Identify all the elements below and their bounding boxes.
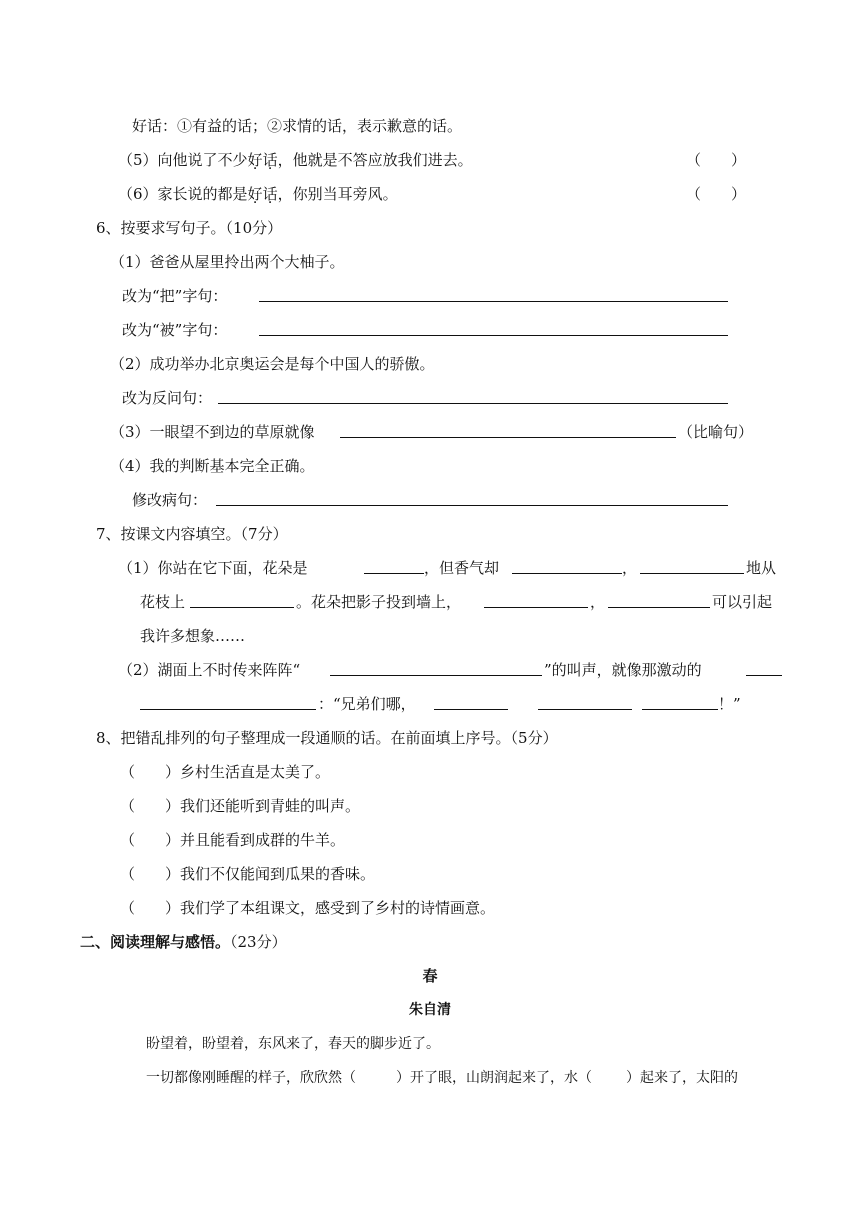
q7-blank-11[interactable] — [642, 694, 718, 710]
section2-heading-row — [80, 932, 287, 952]
q7-l4-a: （2）湖面上不时传来阵阵“ — [118, 661, 301, 679]
q8-item-1[interactable]: （ ）乡村生活直是太美了。 — [120, 763, 331, 781]
q6-title: 6、按要求写句子。（10分） — [96, 219, 283, 237]
q5-s5-post: ，他就是不答应放我们进去。 — [277, 151, 473, 169]
p2-part-a: 一切都像刚睡醒的样子，欣欣然（ — [146, 1070, 356, 1086]
q7-l5-a: ：“兄弟们哪， — [318, 695, 416, 713]
q8-item-5[interactable]: （ ）我们学了本组课文，感受到了乡村的诗情画意。 — [120, 899, 496, 917]
passage-paragraph-1: 盼望着，盼望着，东风来了，春天的脚步近了。 — [146, 1036, 440, 1052]
q7-blank-4[interactable] — [190, 592, 294, 608]
q8-item-3[interactable]: （ ）并且能看到成群的牛羊。 — [120, 831, 346, 849]
q5-s6-dotted-2: 话 — [262, 185, 278, 203]
q6-s3-suffix: （比喻句） — [678, 423, 754, 441]
q6-ba-row — [122, 286, 227, 306]
q6-ba-label: 改为“把”字句： — [122, 287, 228, 305]
q7-l3: 我许多想象…… — [140, 627, 246, 645]
q5-sentence-5 — [118, 150, 473, 170]
q7-blank-8b[interactable] — [140, 694, 316, 710]
q7-blank-1[interactable] — [364, 558, 424, 574]
q7-blank-5[interactable] — [484, 592, 588, 608]
passage-author: 朱自清 — [409, 1002, 451, 1018]
q6-s3-answer-line[interactable] — [340, 422, 676, 438]
q7-blank-6[interactable] — [608, 592, 710, 608]
q7-l1-a: （1）你站在它下面，花朵是 — [118, 559, 308, 577]
q7-l1-b: ，但香气却 — [424, 559, 500, 577]
q6-sentence-4: （4）我的判断基本完全正确。 — [110, 457, 315, 475]
q7-blank-9[interactable] — [434, 694, 508, 710]
passage-title: 春 — [422, 967, 438, 985]
q7-l4-b: ”的叫声，就像那激动的 — [544, 661, 702, 679]
q6-bei-answer-line[interactable] — [259, 320, 728, 336]
q5-s5-answer-paren[interactable]: （ ） — [686, 151, 747, 169]
q7-l2-d: 可以引起 — [712, 593, 773, 611]
q8-item-4[interactable]: （ ）我们不仅能闻到瓜果的香味。 — [120, 865, 376, 883]
q6-sentence-1: （1）爸爸从屋里拎出两个大柚子。 — [110, 253, 345, 271]
section2-score: （23分） — [230, 933, 287, 951]
q7-title: 7、按课文内容填空。（7分） — [96, 525, 288, 543]
q6-sentence-2: （2）成功举办北京奥运会是每个中国人的骄傲。 — [110, 355, 435, 373]
q7-blank-2[interactable] — [512, 558, 622, 574]
q7-blank-7[interactable] — [330, 660, 542, 676]
q7-blank-3[interactable] — [640, 558, 744, 574]
q5-sentence-6 — [118, 184, 398, 204]
q7-l2-a: 花枝上 — [140, 593, 186, 611]
q8-title: 8、把错乱排列的句子整理成一段通顺的话。在前面填上序号。（5分） — [96, 729, 558, 747]
q6-bingju-label: 修改病句： — [132, 491, 208, 509]
q5-s5-dotted-2: 话 — [262, 151, 278, 169]
q6-sentence-3: （3）一眼望不到边的草原就像 — [110, 423, 315, 441]
q5-s6-dotted-1: 好 — [247, 185, 263, 203]
q5-s6-answer-paren[interactable]: （ ） — [686, 185, 747, 203]
q7-blank-10[interactable] — [538, 694, 632, 710]
q6-fanwen-answer-line[interactable] — [218, 388, 728, 404]
p2-part-b: ）开了眼，山朗润起来了，水（ — [396, 1070, 592, 1086]
q5-s5-pre: （5）向他说了不少 — [118, 151, 248, 169]
q6-fanwen-label: 改为反问句： — [122, 389, 213, 407]
section2-heading: 二、阅读理解与感悟。 — [80, 933, 231, 951]
q6-ba-answer-line[interactable] — [259, 286, 728, 302]
q6-bei-row — [122, 320, 227, 340]
q7-l2-b: 。花朵把影子投到墙上， — [296, 593, 462, 611]
q5-s6-pre: （6）家长说的都是 — [118, 185, 248, 203]
q7-l5-end: ！” — [718, 695, 741, 713]
q6-bei-label: 改为“被”字句： — [122, 321, 228, 339]
q7-l1-d: 地从 — [746, 559, 777, 577]
q5-s6-post: ，你别当耳旁风。 — [277, 185, 398, 203]
passage-paragraph-2 — [146, 1068, 738, 1088]
q6-bingju-answer-line[interactable] — [216, 490, 728, 506]
q5-s5-dotted-1: 好 — [247, 151, 263, 169]
definition-line: 好话：①有益的话；②求情的话，表示歉意的话。 — [132, 117, 463, 135]
q8-item-2[interactable]: （ ）我们还能听到青蛙的叫声。 — [120, 797, 361, 815]
p2-part-c: ）起来了，太阳的 — [626, 1070, 738, 1086]
q7-blank-8a[interactable] — [746, 660, 782, 676]
q7-l2-c: ， — [590, 593, 606, 611]
q7-l1-c: ， — [622, 559, 638, 577]
